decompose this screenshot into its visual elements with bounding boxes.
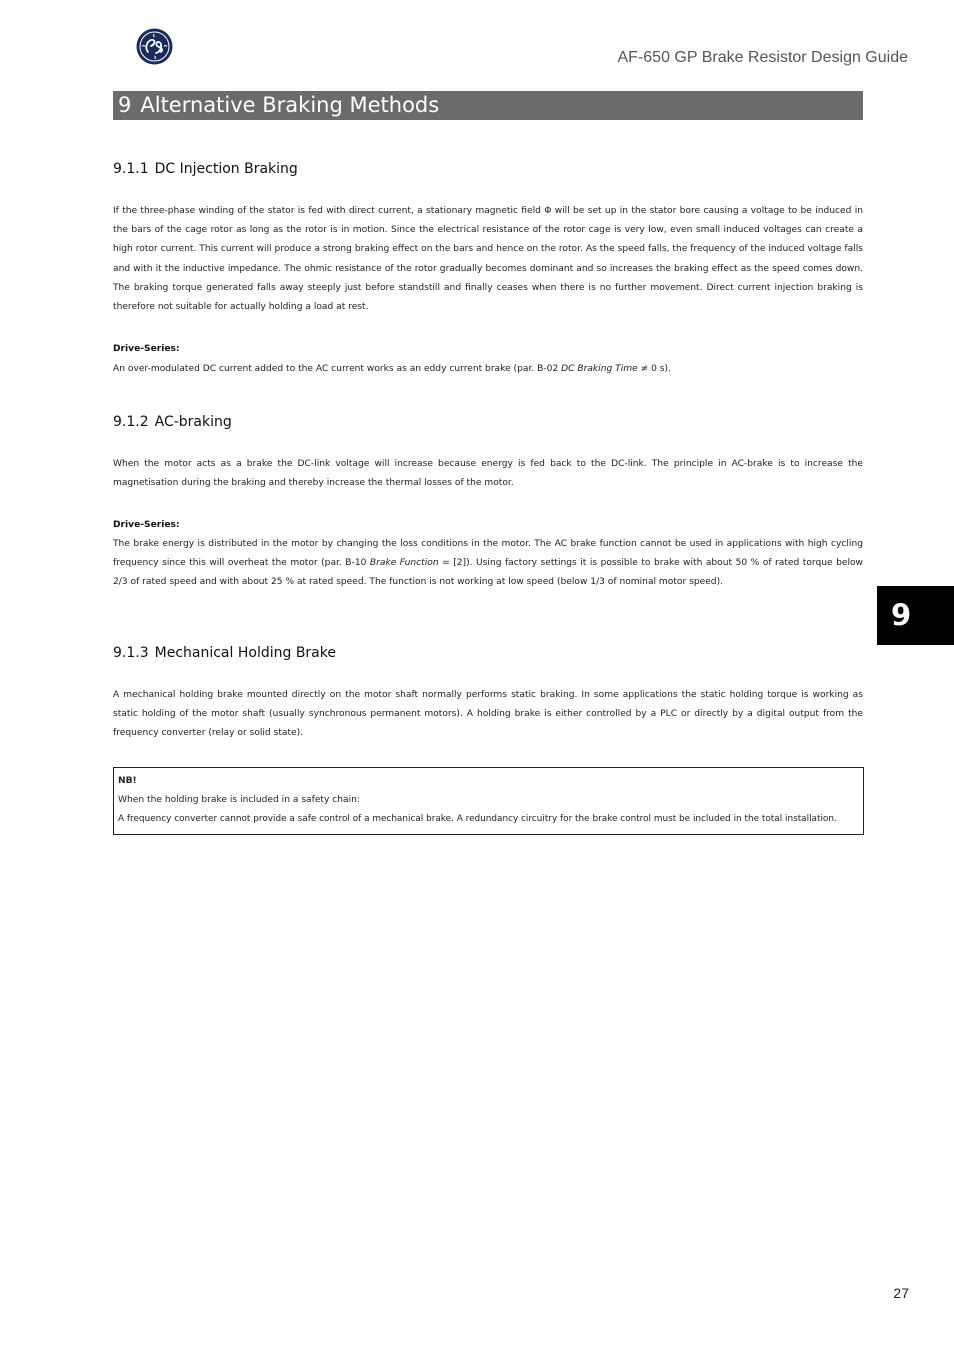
drive-text-b: ≠ 0 s). — [637, 364, 671, 374]
document-title: AF-650 GP Brake Resistor Design Guide — [617, 49, 908, 66]
drive-series-label: Drive-Series: — [113, 344, 180, 354]
chapter-side-tab: 9 — [877, 586, 954, 645]
drive-text-b: = [2]). Using factory settings it is possible to brake with about 50 % of rated torque below 2/3 of rated speed and with about 25 % at rated speed. The function is not working at low speed (below 1/3 of nominal motor speed). — [113, 558, 863, 588]
section-paragraph: A mechanical holding brake mounted directly on the motor shaft normally performs static braking. In some applications the static holding torque is working as static holding of the motor shaft (usually synchronous permanent motors). A holding brake is either controlled by a PLC or directly by a digital output from the frequency converter (relay or solid state). — [113, 690, 863, 739]
drive-series-label: Drive-Series: — [113, 520, 180, 530]
drive-series-paragraph — [113, 360, 863, 379]
section-title: DC Injection Braking — [154, 161, 298, 177]
note-line: When the holding brake is included in a safety chain: — [118, 795, 360, 806]
note-box — [113, 767, 864, 835]
section-heading — [113, 414, 232, 430]
parameter-name: DC Braking Time — [561, 364, 638, 374]
note-label: NB! — [118, 776, 137, 786]
drive-text-a: An over-modulated DC current added to the AC current works as an eddy current brake (par. B-02 — [113, 364, 562, 374]
drive-series-paragraph — [113, 535, 863, 593]
chapter-number: 9 — [118, 93, 132, 117]
section-heading — [113, 645, 336, 661]
page-number: 27 — [893, 1285, 909, 1301]
note-line: A frequency converter cannot provide a safe control of a mechanical brake. A redundancy circuitry for the brake control must be included in the total installation. — [118, 814, 837, 825]
drive-text-a: The brake energy is distributed in the motor by changing the loss conditions in the motor. The AC brake function cannot be used in applications with high cycling frequency since this will overheat the motor (par. B-10 — [113, 539, 863, 569]
section-number: 9.1.2 — [113, 414, 149, 430]
section-paragraph: If the three-phase winding of the stator is fed with direct current, a stationary magnetic field Φ will be set up in the stator bore causing a voltage to be induced in the bars of the cage rotor as long as the rotor is in motion. Since the electrical resistance of the rotor cage is very low, even small induced voltages can create a high rotor current. This current will produce a strong braking effect on the bars and hence on the rotor. As the speed falls, the frequency of the induced voltage falls and with it the inductive impedance. The ohmic resistance of the rotor gradually becomes dominant and so increases the braking effect as the speed comes down. The braking torque generated falls away steeply just before standstill and finally ceases when there is no further movement. Direct current injection braking is therefore not suitable for actually holding a load at rest. — [113, 206, 863, 313]
section-heading — [113, 161, 298, 177]
section-number: 9.1.1 — [113, 161, 149, 177]
section-title: Mechanical Holding Brake — [154, 645, 336, 661]
chapter-heading-bar — [113, 91, 863, 120]
section-title: AC-braking — [154, 414, 232, 430]
section-number: 9.1.3 — [113, 645, 149, 661]
ge-logo-icon — [136, 28, 173, 65]
chapter-title: Alternative Braking Methods — [140, 93, 440, 117]
section-paragraph: When the motor acts as a brake the DC-link voltage will increase because energy is fed back to the DC-link. The principle in AC-brake is to increase the magnetisation during the braking and thereby increase the thermal losses of the motor. — [113, 459, 863, 489]
parameter-name: Brake Function — [369, 558, 439, 569]
